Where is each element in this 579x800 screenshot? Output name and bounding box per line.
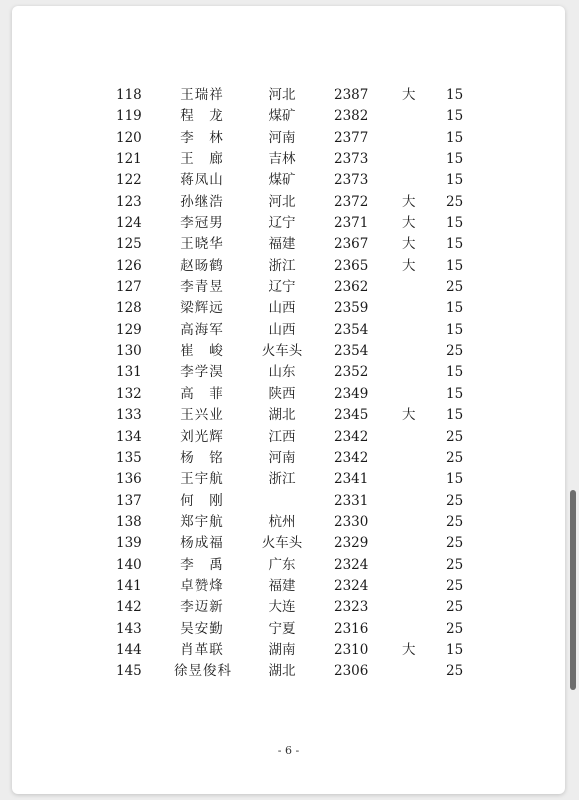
name-cell: 杨成福 xyxy=(180,535,224,552)
score-cell: 2316 xyxy=(334,620,369,637)
score-cell: 2354 xyxy=(334,321,369,338)
name-cell: 卓赞烽 xyxy=(180,577,224,594)
rank-cell: 140 xyxy=(116,556,142,573)
points-cell: 15 xyxy=(446,129,464,146)
points-cell: 15 xyxy=(446,364,464,381)
rank-cell: 118 xyxy=(116,87,142,103)
points-cell: 15 xyxy=(446,300,464,317)
name-cell: 徐昱俊科 xyxy=(174,663,232,680)
table-row xyxy=(12,427,565,448)
table-row xyxy=(12,320,565,341)
rank-cell: 134 xyxy=(116,428,142,445)
score-cell: 2349 xyxy=(334,385,369,402)
rank-cell: 122 xyxy=(116,172,142,189)
points-cell: 15 xyxy=(446,471,464,488)
points-cell: 25 xyxy=(446,556,464,573)
rank-cell: 121 xyxy=(116,151,142,168)
score-cell: 2362 xyxy=(334,279,369,296)
unit-cell: 河北 xyxy=(268,87,296,103)
name-cell: 王瑞祥 xyxy=(180,87,224,103)
mark-cell: 大 xyxy=(402,407,416,424)
score-cell: 2367 xyxy=(334,236,369,253)
mark-cell: 大 xyxy=(402,236,416,253)
score-cell: 2329 xyxy=(334,535,369,552)
points-cell: 25 xyxy=(446,193,464,210)
mark-cell: 大 xyxy=(402,87,416,103)
points-cell: 25 xyxy=(446,428,464,445)
rank-cell: 128 xyxy=(116,300,142,317)
name-cell: 李迈新 xyxy=(180,599,224,616)
rank-cell: 133 xyxy=(116,407,142,424)
points-cell: 25 xyxy=(446,513,464,530)
unit-cell: 辽宁 xyxy=(268,215,296,232)
unit-cell: 火车头 xyxy=(261,343,303,360)
unit-cell: 福建 xyxy=(268,577,296,594)
unit-cell: 辽宁 xyxy=(268,279,296,296)
rank-cell: 124 xyxy=(116,215,142,232)
points-cell: 15 xyxy=(446,151,464,168)
unit-cell: 浙江 xyxy=(268,257,296,274)
rank-cell: 136 xyxy=(116,471,142,488)
name-cell: 梁辉远 xyxy=(180,300,224,317)
score-cell: 2387 xyxy=(334,87,369,103)
vertical-scrollbar[interactable] xyxy=(570,490,576,690)
name-cell: 崔 峻 xyxy=(180,343,224,360)
rank-cell: 145 xyxy=(116,663,142,680)
name-cell: 王 廊 xyxy=(180,151,224,168)
table-row xyxy=(12,149,565,170)
rank-cell: 127 xyxy=(116,279,142,296)
score-cell: 2373 xyxy=(334,172,369,189)
score-cell: 2345 xyxy=(334,407,369,424)
points-cell: 25 xyxy=(446,663,464,680)
table-row xyxy=(12,106,565,127)
table-row xyxy=(12,85,565,106)
document-page xyxy=(12,6,565,794)
table-row xyxy=(12,170,565,191)
points-cell: 15 xyxy=(446,385,464,402)
unit-cell: 湖北 xyxy=(268,407,296,424)
table-row xyxy=(12,298,565,319)
name-cell: 杨 铭 xyxy=(180,449,224,466)
rank-cell: 120 xyxy=(116,129,142,146)
points-cell: 25 xyxy=(446,279,464,296)
points-cell: 15 xyxy=(446,641,464,658)
mark-cell: 大 xyxy=(402,193,416,210)
name-cell: 高海军 xyxy=(180,321,224,338)
table-row xyxy=(12,640,565,661)
name-cell: 程 龙 xyxy=(180,108,224,125)
name-cell: 王兴业 xyxy=(180,407,224,424)
score-cell: 2359 xyxy=(334,300,369,317)
name-cell: 王晓华 xyxy=(180,236,224,253)
mark-cell: 大 xyxy=(402,257,416,274)
rank-cell: 143 xyxy=(116,620,142,637)
points-cell: 25 xyxy=(446,492,464,509)
unit-cell: 江西 xyxy=(268,428,296,445)
points-cell: 25 xyxy=(446,449,464,466)
name-cell: 孙继浩 xyxy=(180,193,224,210)
unit-cell: 广东 xyxy=(268,556,296,573)
score-cell: 2371 xyxy=(334,215,369,232)
name-cell: 高 菲 xyxy=(180,385,224,402)
unit-cell: 湖南 xyxy=(268,641,296,658)
name-cell: 吴安勤 xyxy=(180,620,224,637)
name-cell: 肖革联 xyxy=(180,641,224,658)
score-cell: 2306 xyxy=(334,663,369,680)
table-row xyxy=(12,192,565,213)
score-cell: 2324 xyxy=(334,577,369,594)
score-cell: 2310 xyxy=(334,641,369,658)
points-cell: 15 xyxy=(446,321,464,338)
points-cell: 25 xyxy=(446,599,464,616)
score-cell: 2354 xyxy=(334,343,369,360)
score-cell: 2377 xyxy=(334,129,369,146)
unit-cell: 福建 xyxy=(268,236,296,253)
score-cell: 2331 xyxy=(334,492,369,509)
table-row xyxy=(12,405,565,426)
unit-cell: 煤矿 xyxy=(268,172,296,189)
unit-cell: 大连 xyxy=(268,599,296,616)
rank-cell: 129 xyxy=(116,321,142,338)
name-cell: 李 林 xyxy=(180,129,224,146)
name-cell: 李 禹 xyxy=(180,556,224,573)
mark-cell: 大 xyxy=(402,215,416,232)
rank-cell: 131 xyxy=(116,364,142,381)
score-cell: 2323 xyxy=(334,599,369,616)
table-row xyxy=(12,448,565,469)
points-cell: 15 xyxy=(446,215,464,232)
rank-cell: 126 xyxy=(116,257,142,274)
table-row xyxy=(12,533,565,554)
name-cell: 王宇航 xyxy=(180,471,224,488)
table-row xyxy=(12,213,565,234)
points-cell: 25 xyxy=(446,577,464,594)
table-row xyxy=(12,619,565,640)
table-row xyxy=(12,512,565,533)
rank-cell: 138 xyxy=(116,513,142,530)
table-row xyxy=(12,597,565,618)
rank-cell: 119 xyxy=(116,108,142,125)
points-cell: 25 xyxy=(446,620,464,637)
name-cell: 刘光辉 xyxy=(180,428,224,445)
score-cell: 2330 xyxy=(334,513,369,530)
table-row xyxy=(12,469,565,490)
rank-cell: 137 xyxy=(116,492,142,509)
unit-cell: 山西 xyxy=(268,300,296,317)
mark-cell: 大 xyxy=(402,641,416,658)
table-row xyxy=(12,491,565,512)
rank-cell: 130 xyxy=(116,343,142,360)
unit-cell: 煤矿 xyxy=(268,108,296,125)
rank-cell: 135 xyxy=(116,449,142,466)
table-row xyxy=(12,384,565,405)
page-number: - 6 - xyxy=(277,744,300,757)
points-cell: 15 xyxy=(446,108,464,125)
name-cell: 李青昱 xyxy=(180,279,224,296)
score-cell: 2342 xyxy=(334,449,369,466)
table-row xyxy=(12,341,565,362)
rank-cell: 132 xyxy=(116,385,142,402)
unit-cell: 吉林 xyxy=(268,151,296,168)
table-row xyxy=(12,234,565,255)
table-row xyxy=(12,661,565,682)
name-cell: 李冠男 xyxy=(180,215,224,232)
points-cell: 15 xyxy=(446,87,464,103)
unit-cell: 山东 xyxy=(268,364,296,381)
table-row xyxy=(12,576,565,597)
score-cell: 2372 xyxy=(334,193,369,210)
unit-cell: 河南 xyxy=(268,449,296,466)
rank-cell: 142 xyxy=(116,599,142,616)
table-row xyxy=(12,555,565,576)
unit-cell: 河北 xyxy=(268,193,296,210)
unit-cell: 浙江 xyxy=(268,471,296,488)
unit-cell: 河南 xyxy=(268,129,296,146)
table-row xyxy=(12,277,565,298)
rank-cell: 141 xyxy=(116,577,142,594)
table-row xyxy=(12,362,565,383)
score-cell: 2352 xyxy=(334,364,369,381)
score-cell: 2342 xyxy=(334,428,369,445)
score-cell: 2365 xyxy=(334,257,369,274)
unit-cell: 宁夏 xyxy=(268,620,296,637)
name-cell: 蒋凤山 xyxy=(180,172,224,189)
table-row xyxy=(12,256,565,277)
points-cell: 15 xyxy=(446,257,464,274)
points-cell: 25 xyxy=(446,535,464,552)
rank-cell: 125 xyxy=(116,236,142,253)
unit-cell: 山西 xyxy=(268,321,296,338)
rank-cell: 144 xyxy=(116,641,142,658)
name-cell: 何 刚 xyxy=(180,492,224,509)
points-cell: 15 xyxy=(446,407,464,424)
name-cell: 郑宇航 xyxy=(180,513,224,530)
unit-cell: 陕西 xyxy=(268,385,296,402)
table-row xyxy=(12,128,565,149)
rank-cell: 139 xyxy=(116,535,142,552)
score-cell: 2373 xyxy=(334,151,369,168)
points-cell: 25 xyxy=(446,343,464,360)
unit-cell: 杭州 xyxy=(268,513,296,530)
ranking-table xyxy=(12,85,565,683)
score-cell: 2324 xyxy=(334,556,369,573)
points-cell: 15 xyxy=(446,236,464,253)
unit-cell: 湖北 xyxy=(268,663,296,680)
rank-cell: 123 xyxy=(116,193,142,210)
points-cell: 15 xyxy=(446,172,464,189)
unit-cell: 火车头 xyxy=(261,535,303,552)
name-cell: 李学淏 xyxy=(180,364,224,381)
score-cell: 2382 xyxy=(334,108,369,125)
name-cell: 赵旸鹤 xyxy=(180,257,224,274)
score-cell: 2341 xyxy=(334,471,369,488)
